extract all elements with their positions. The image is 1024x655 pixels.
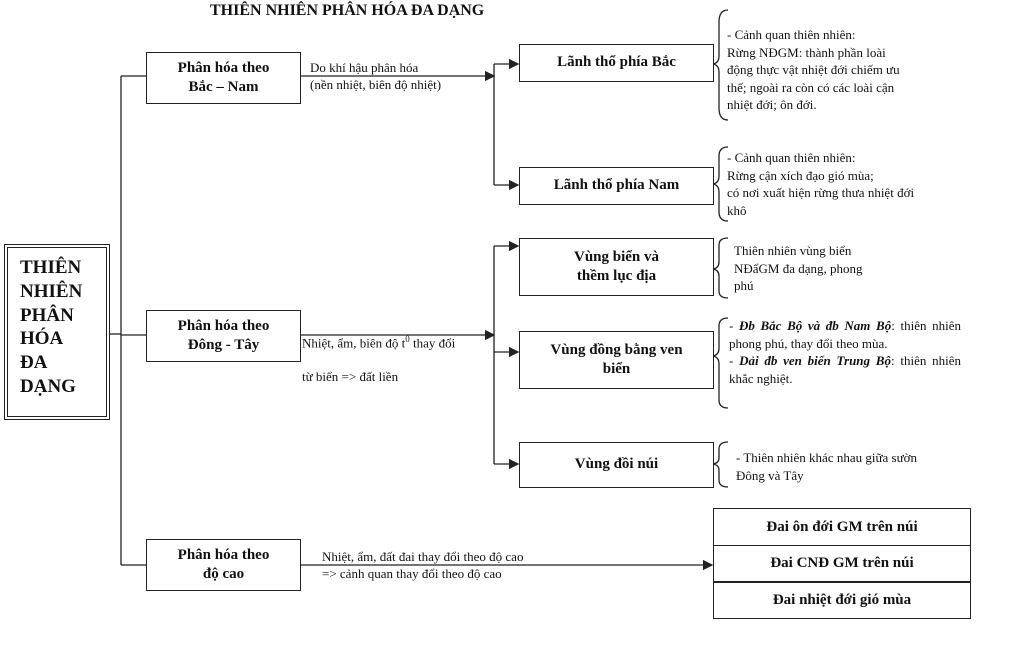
node-south	[519, 167, 714, 205]
node-hills	[519, 442, 714, 488]
node-sea	[519, 238, 714, 296]
edge-label-bac-nam: Do khí hậu phân hóa (nền nhiệt, biên độ nhiệt)	[310, 60, 442, 92]
node-north	[519, 44, 714, 82]
branch-bac-nam-label: Phân hóa theo Bắc – Nam	[177, 59, 270, 95]
altitude-belts	[713, 508, 971, 619]
plain-item2-lead: -	[729, 353, 740, 369]
branch-dong-tay-label: Phân hóa theo Đông - Tây	[177, 317, 270, 353]
edge-dong-tay-line1: Nhiệt, ẩm, biên độ t	[302, 335, 406, 351]
note-sea: Thiên nhiên vùng biển NĐẩGM đa dạng, phong phú	[734, 243, 863, 294]
branch-do-cao-label: Phân hóa theo độ cao	[177, 546, 270, 582]
note-plain	[729, 317, 961, 387]
branch-bac-nam	[146, 52, 301, 104]
plain-item2-title: Dải đb ven biển Trung Bộ	[739, 353, 891, 369]
node-south-label: Lãnh thổ phía Nam	[553, 177, 680, 194]
plain-item1-lead: -	[729, 318, 739, 333]
edge-label-dong-tay	[302, 317, 455, 386]
branch-dong-tay	[146, 310, 301, 362]
diagram-title: THIÊN NHIÊN PHÂN HÓA ĐA DẠNG	[210, 2, 485, 19]
node-hills-label: Vùng đồi núi	[574, 456, 659, 473]
note-hills: - Thiên nhiên khác nhau giữa sườn Đông và Tây	[736, 450, 918, 483]
edge-dong-tay-line1-end: thay đổi	[409, 335, 456, 351]
branch-do-cao	[146, 539, 301, 591]
edge-dong-tay-sup: 0	[405, 333, 410, 344]
node-sea-label: Vùng biển và thềm lục địa	[573, 248, 660, 284]
node-plain-label: Vùng đồng bằng ven biển	[550, 341, 683, 377]
edge-label-do-cao: Nhiệt, ẩm, đất đai thay đổi theo độ cao => cảnh quan thay đổi theo độ cao	[322, 549, 524, 581]
plain-item1-text: : thiên nhiên phong phú, thay đổi theo mùa.	[729, 318, 961, 351]
belt-subtropical: Đai CNĐ GM trên núi	[713, 545, 971, 583]
belt-temperate: Đai ôn đới GM trên núi	[713, 508, 971, 546]
plain-item1-title: Đb Bắc Bộ và đb Nam Bộ	[738, 318, 892, 333]
node-plain	[519, 331, 714, 389]
belt-tropical: Đai nhiệt đới gió mùa	[713, 581, 971, 619]
note-north: - Cảnh quan thiên nhiên: Rừng NĐGM: thành phần loài động thực vật nhiệt đới chiếm ưu thế; ngoài ra còn có các loài cận nhiệt đới; ôn đới.	[727, 27, 900, 113]
root-node: THIÊN NHIÊN PHÂN HÓA ĐA DẠNG	[4, 244, 110, 420]
plain-item2-text: : thiên nhiên khắc nghiệt.	[729, 353, 961, 386]
note-south: - Cảnh quan thiên nhiên: Rừng cận xích đạo gió mùa; có nơi xuất hiện rừng thưa nhiệt đới khô	[727, 150, 915, 218]
node-north-label: Lãnh thổ phía Bắc	[557, 54, 676, 71]
edge-dong-tay-line2: từ biển => đất liền	[302, 369, 399, 384]
